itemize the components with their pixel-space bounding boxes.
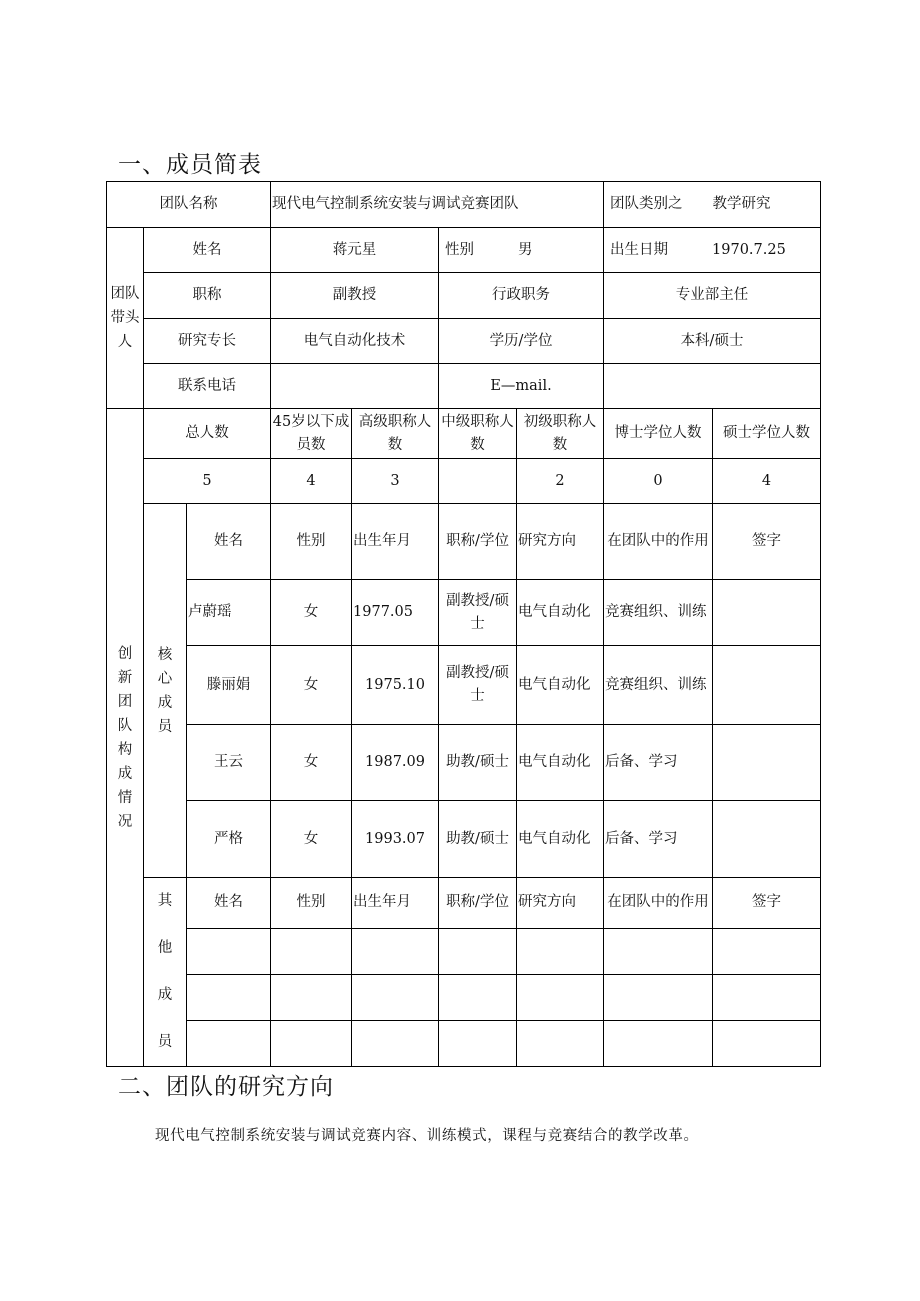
leader-group-label: 团队带头人 xyxy=(107,228,144,409)
stats-header-middle: 中级职称人数 xyxy=(439,409,517,459)
empty-cell xyxy=(713,974,821,1021)
leader-birth-label: 出生日期 xyxy=(610,241,669,258)
team-category-value: 教学研究 xyxy=(712,196,771,212)
leader-phone-label: 联系电话 xyxy=(144,364,271,409)
stats-value-master: 4 xyxy=(713,459,821,504)
member-gender: 女 xyxy=(271,580,352,646)
empty-cell xyxy=(271,928,352,974)
stats-value-middle xyxy=(439,459,517,504)
team-row xyxy=(107,182,821,228)
other-header-birth: 出生年月 xyxy=(352,878,439,929)
member-sign xyxy=(713,580,821,646)
team-name-value: 现代电气控制系统安装与调试竞赛团队 xyxy=(271,182,604,228)
member-title: 助教/硕士 xyxy=(439,725,517,801)
member-gender: 女 xyxy=(271,725,352,801)
empty-cell xyxy=(352,928,439,974)
empty-cell xyxy=(187,1021,271,1067)
core-header-direction: 研究方向 xyxy=(517,504,604,580)
empty-cell xyxy=(271,974,352,1021)
other-header-sign: 签字 xyxy=(713,878,821,929)
leader-admin-value: 专业部主任 xyxy=(604,273,821,319)
stats-header-under45: 45岁以下成员数 xyxy=(271,409,352,459)
member-form-table xyxy=(106,181,821,1067)
section-title-members: 一、成员简表 xyxy=(118,152,262,178)
core-header-birth: 出生年月 xyxy=(352,504,439,580)
leader-name-value: 蒋元星 xyxy=(271,228,439,273)
member-role: 竞赛组织、训练 xyxy=(604,646,713,725)
empty-cell xyxy=(713,928,821,974)
member-sign xyxy=(713,801,821,878)
team-category-label: 团队类别之 xyxy=(610,196,683,212)
empty-cell xyxy=(187,928,271,974)
empty-cell xyxy=(352,1021,439,1067)
member-name: 滕丽娟 xyxy=(187,646,271,725)
stats-header-phd: 博士学位人数 xyxy=(604,409,713,459)
empty-cell xyxy=(517,1021,604,1067)
leader-phone-value xyxy=(271,364,439,409)
leader-specialty-value: 电气自动化技术 xyxy=(271,319,439,364)
empty-cell xyxy=(439,974,517,1021)
empty-cell xyxy=(352,974,439,1021)
leader-degree-label: 学历/学位 xyxy=(439,319,604,364)
leader-admin-label: 行政职务 xyxy=(439,273,604,319)
member-name: 王云 xyxy=(187,725,271,801)
core-header-gender: 性别 xyxy=(271,504,352,580)
table-row xyxy=(107,1021,821,1067)
empty-cell xyxy=(604,974,713,1021)
empty-cell xyxy=(517,928,604,974)
member-sign xyxy=(713,725,821,801)
core-members-label: 核心成员 xyxy=(144,504,187,878)
research-direction-paragraph: 现代电气控制系统安装与调试竞赛内容、训练模式，课程与竞赛结合的教学改革。 xyxy=(155,1128,699,1144)
member-birth: 1987.09 xyxy=(352,725,439,801)
other-header-row xyxy=(107,878,821,929)
member-role: 竞赛组织、训练 xyxy=(604,580,713,646)
empty-cell xyxy=(713,1021,821,1067)
member-role: 后备、学习 xyxy=(604,725,713,801)
stats-value-total: 5 xyxy=(144,459,271,504)
team-name-label: 团队名称 xyxy=(107,182,271,228)
core-header-title: 职称/学位 xyxy=(439,504,517,580)
empty-cell xyxy=(439,1021,517,1067)
stats-value-junior: 2 xyxy=(517,459,604,504)
member-birth: 1975.10 xyxy=(352,646,439,725)
leader-row-name xyxy=(107,228,821,273)
stats-header-row xyxy=(107,409,821,459)
member-title: 副教授/硕士 xyxy=(439,580,517,646)
empty-cell xyxy=(187,974,271,1021)
leader-gender-label: 性别 xyxy=(445,241,475,258)
member-name: 严格 xyxy=(187,801,271,878)
stats-header-junior: 初级职称人数 xyxy=(517,409,604,459)
stats-value-phd: 0 xyxy=(604,459,713,504)
member-name: 卢蔚瑶 xyxy=(187,580,271,646)
leader-title-value: 副教授 xyxy=(271,273,439,319)
member-title: 助教/硕士 xyxy=(439,801,517,878)
table-row xyxy=(107,725,821,801)
member-role: 后备、学习 xyxy=(604,801,713,878)
empty-cell xyxy=(517,974,604,1021)
other-header-title: 职称/学位 xyxy=(439,878,517,929)
member-gender: 女 xyxy=(271,801,352,878)
member-sign xyxy=(713,646,821,725)
stats-header-senior: 高级职称人数 xyxy=(352,409,439,459)
leader-birth-value: 1970.7.25 xyxy=(712,241,786,258)
stats-value-row xyxy=(107,459,821,504)
member-direction: 电气自动化 xyxy=(517,725,604,801)
leader-title-label: 职称 xyxy=(144,273,271,319)
core-header-role: 在团队中的作用 xyxy=(604,504,713,580)
stats-value-under45: 4 xyxy=(271,459,352,504)
other-members-label: 其他成员 xyxy=(144,878,187,1067)
empty-cell xyxy=(439,928,517,974)
table-row xyxy=(107,646,821,725)
member-gender: 女 xyxy=(271,646,352,725)
empty-cell xyxy=(604,928,713,974)
empty-cell xyxy=(271,1021,352,1067)
leader-row-contact xyxy=(107,364,821,409)
member-direction: 电气自动化 xyxy=(517,646,604,725)
leader-degree-value: 本科/硕士 xyxy=(604,319,821,364)
leader-birth-cell xyxy=(604,228,821,273)
leader-email-value xyxy=(604,364,821,409)
empty-cell xyxy=(604,1021,713,1067)
table-row xyxy=(107,974,821,1021)
table-row xyxy=(107,801,821,878)
leader-row-title xyxy=(107,273,821,319)
member-direction: 电气自动化 xyxy=(517,801,604,878)
table-row xyxy=(107,928,821,974)
leader-name-label: 姓名 xyxy=(144,228,271,273)
leader-gender-value: 男 xyxy=(518,241,533,258)
leader-gender-cell xyxy=(439,228,604,273)
member-birth: 1993.07 xyxy=(352,801,439,878)
composition-group-label: 创新团队构成情况 xyxy=(107,409,144,1067)
member-birth: 1977.05 xyxy=(352,580,439,646)
core-header-row xyxy=(107,504,821,580)
section-title-research: 二、团队的研究方向 xyxy=(118,1074,334,1100)
leader-email-label: E—mail. xyxy=(439,364,604,409)
stats-value-senior: 3 xyxy=(352,459,439,504)
other-header-direction: 研究方向 xyxy=(517,878,604,929)
leader-specialty-label: 研究专长 xyxy=(144,319,271,364)
leader-row-specialty xyxy=(107,319,821,364)
table-row xyxy=(107,580,821,646)
team-category-cell xyxy=(604,182,821,228)
member-direction: 电气自动化 xyxy=(517,580,604,646)
stats-header-total: 总人数 xyxy=(144,409,271,459)
stats-header-master: 硕士学位人数 xyxy=(713,409,821,459)
core-header-name: 姓名 xyxy=(187,504,271,580)
core-header-sign: 签字 xyxy=(713,504,821,580)
other-header-gender: 性别 xyxy=(271,878,352,929)
other-header-role: 在团队中的作用 xyxy=(604,878,713,929)
other-header-name: 姓名 xyxy=(187,878,271,929)
member-title: 副教授/硕士 xyxy=(439,646,517,725)
